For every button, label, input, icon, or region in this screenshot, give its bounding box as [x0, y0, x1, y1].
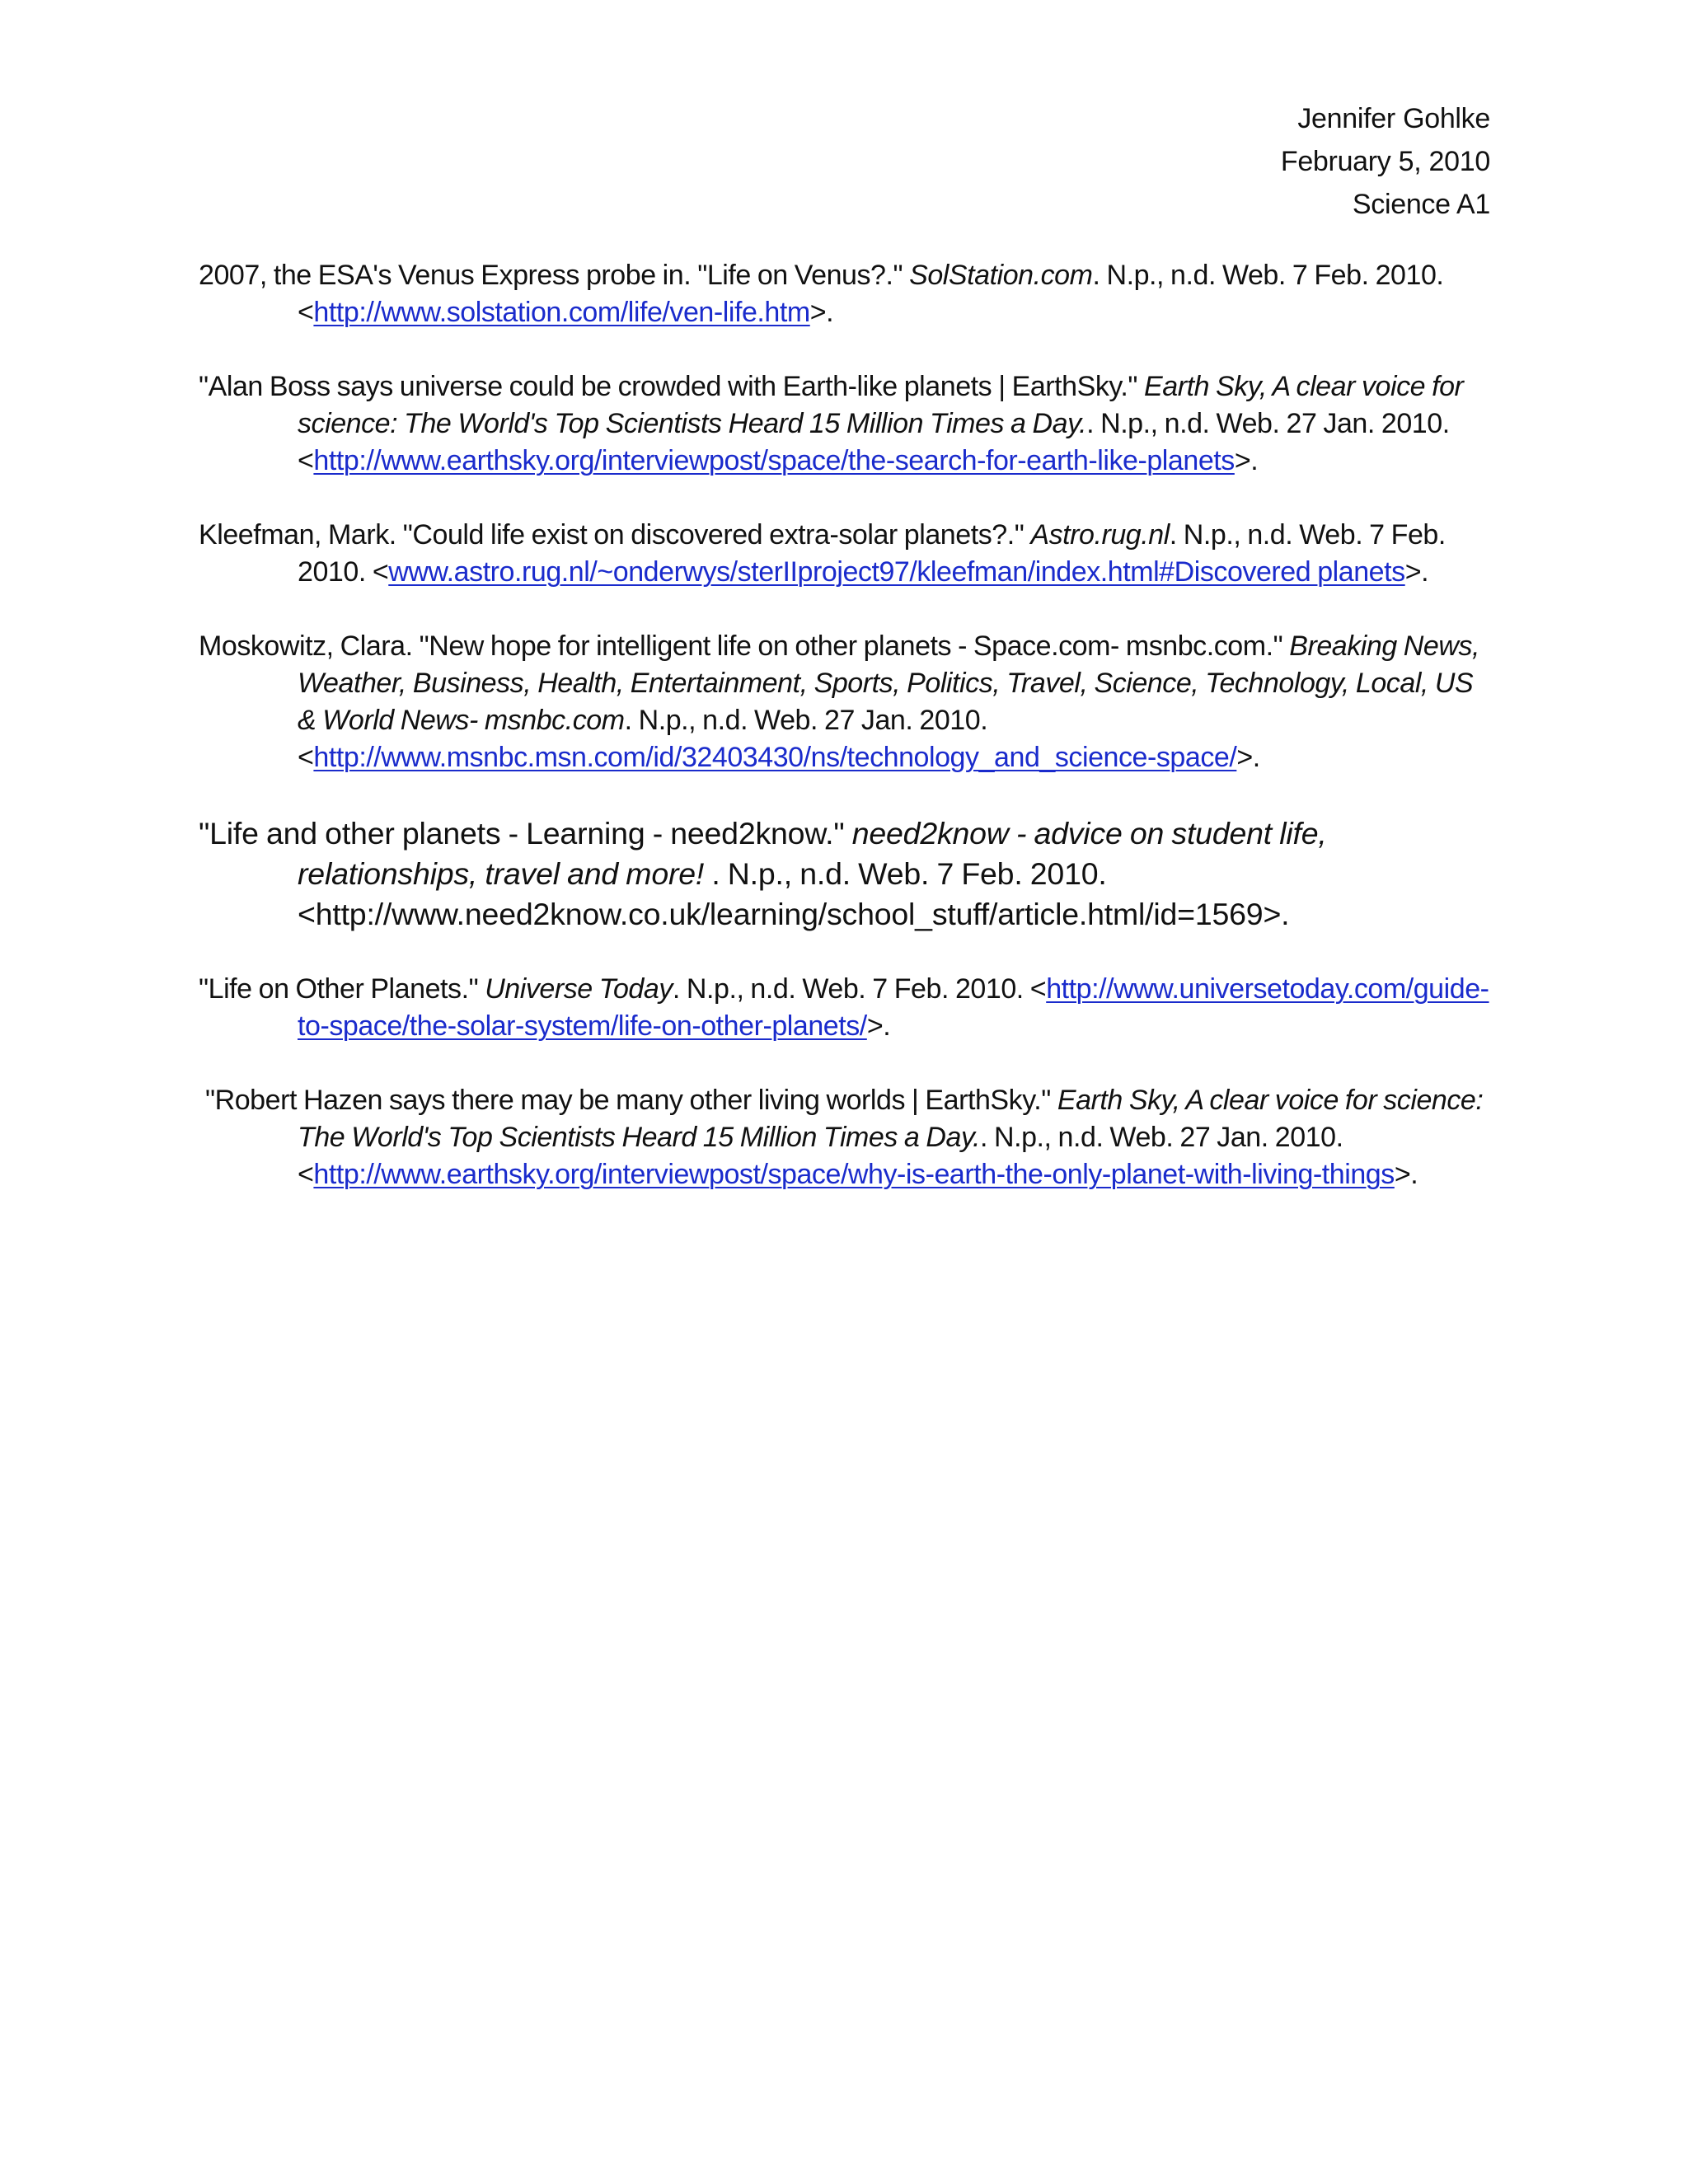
citation-text: . N.p., n.d. Web. 27 Jan. 2010. <: [298, 705, 988, 773]
citation-text: >.: [866, 1010, 891, 1042]
citation-source-title: Universe Today: [485, 973, 673, 1005]
citation-text: >.: [1394, 1159, 1418, 1190]
citation-entry: [199, 628, 1493, 776]
citation-entry: [199, 813, 1493, 935]
citation-text: >.: [1234, 445, 1259, 476]
citation-text: . N.p., n.d. Web. 7 Feb. 2010. <: [298, 260, 1444, 328]
citation-source-title: Earth Sky, A clear voice for science: The World's Top Scientists Heard 15 Million Times a Day.: [298, 1085, 1484, 1153]
citation-link[interactable]: http://www.msnbc.msn.com/id/32403430/ns/technology_and_science-space/: [313, 742, 1237, 773]
citation-text: . N.p., n.d. Web. 27 Jan. 2010. <: [298, 1122, 1343, 1190]
citation-source-title: need2know - advice on student life, relationships, travel and more!: [298, 816, 1327, 891]
citation-text: >.: [1404, 556, 1429, 588]
author-name: Jennifer Gohlke: [1297, 103, 1490, 134]
citation-link[interactable]: http://www.universetoday.com/guide-to-space/the-solar-system/life-on-other-planets/: [298, 973, 1489, 1042]
works-cited-list: [199, 257, 1493, 1230]
citation-text: >.: [1236, 742, 1260, 773]
citation-text: "Life on Other Planets.": [199, 973, 485, 1005]
citation-text: . N.p., n.d. Web. 27 Jan. 2010. <: [298, 408, 1450, 476]
citation-link[interactable]: http://www.solstation.com/life/ven-life.htm: [313, 297, 810, 328]
citation-entry: [199, 368, 1493, 480]
citation-text: . N.p., n.d. Web. 7 Feb. 2010. <: [298, 519, 1446, 588]
citation-text: "Robert Hazen says there may be many other living worlds | EarthSky.": [205, 1085, 1057, 1116]
citation-entry: [199, 971, 1493, 1045]
citation-link[interactable]: www.astro.rug.nl/~onderwys/sterIIproject97/kleefman/index.html#Discovered planets: [388, 556, 1405, 588]
citation-text: >.: [809, 297, 834, 328]
citation-source-title: Earth Sky, A clear voice for science: The World's Top Scientists Heard 15 Million Times a Day.: [298, 371, 1464, 439]
citation-entry: [199, 257, 1493, 331]
citation-entry: [205, 1082, 1493, 1193]
citation-source-title: Astro.rug.nl: [1030, 519, 1170, 551]
citation-link[interactable]: http://www.earthsky.org/interviewpost/space/the-search-for-earth-like-planets: [313, 445, 1235, 476]
citation-text: "Life and other planets - Learning - need2know.": [199, 816, 852, 851]
citation-source-title: Breaking News, Weather, Business, Health, Entertainment, Sports, Politics, Travel, Science, Technology, Local, US & World News- msnbc.com: [298, 630, 1480, 736]
document-date: February 5, 2010: [1280, 146, 1490, 177]
citation-text: . N.p., n.d. Web. 7 Feb. 2010. <http://www.need2know.co.uk/learning/school_stuff/article.html/id=1569>.: [298, 856, 1290, 931]
citation-source-title: SolStation.com: [909, 260, 1093, 291]
citation-text: "Alan Boss says universe could be crowded with Earth-like planets | EarthSky.": [199, 371, 1145, 402]
citation-link[interactable]: http://www.earthsky.org/interviewpost/space/why-is-earth-the-only-planet-with-living-things: [313, 1159, 1395, 1190]
citation-entry: [199, 517, 1493, 591]
citation-text: Moskowitz, Clara. "New hope for intelligent life on other planets - Space.com- msnbc.com.": [199, 630, 1290, 662]
citation-text: Kleefman, Mark. "Could life exist on discovered extra-solar planets?.": [199, 519, 1031, 551]
citation-text: . N.p., n.d. Web. 7 Feb. 2010. <: [672, 973, 1047, 1005]
document-header: [1281, 97, 1490, 226]
citation-text: 2007, the ESA's Venus Express probe in. "Life on Venus?.": [199, 260, 910, 291]
class-name: Science A1: [1352, 189, 1490, 220]
